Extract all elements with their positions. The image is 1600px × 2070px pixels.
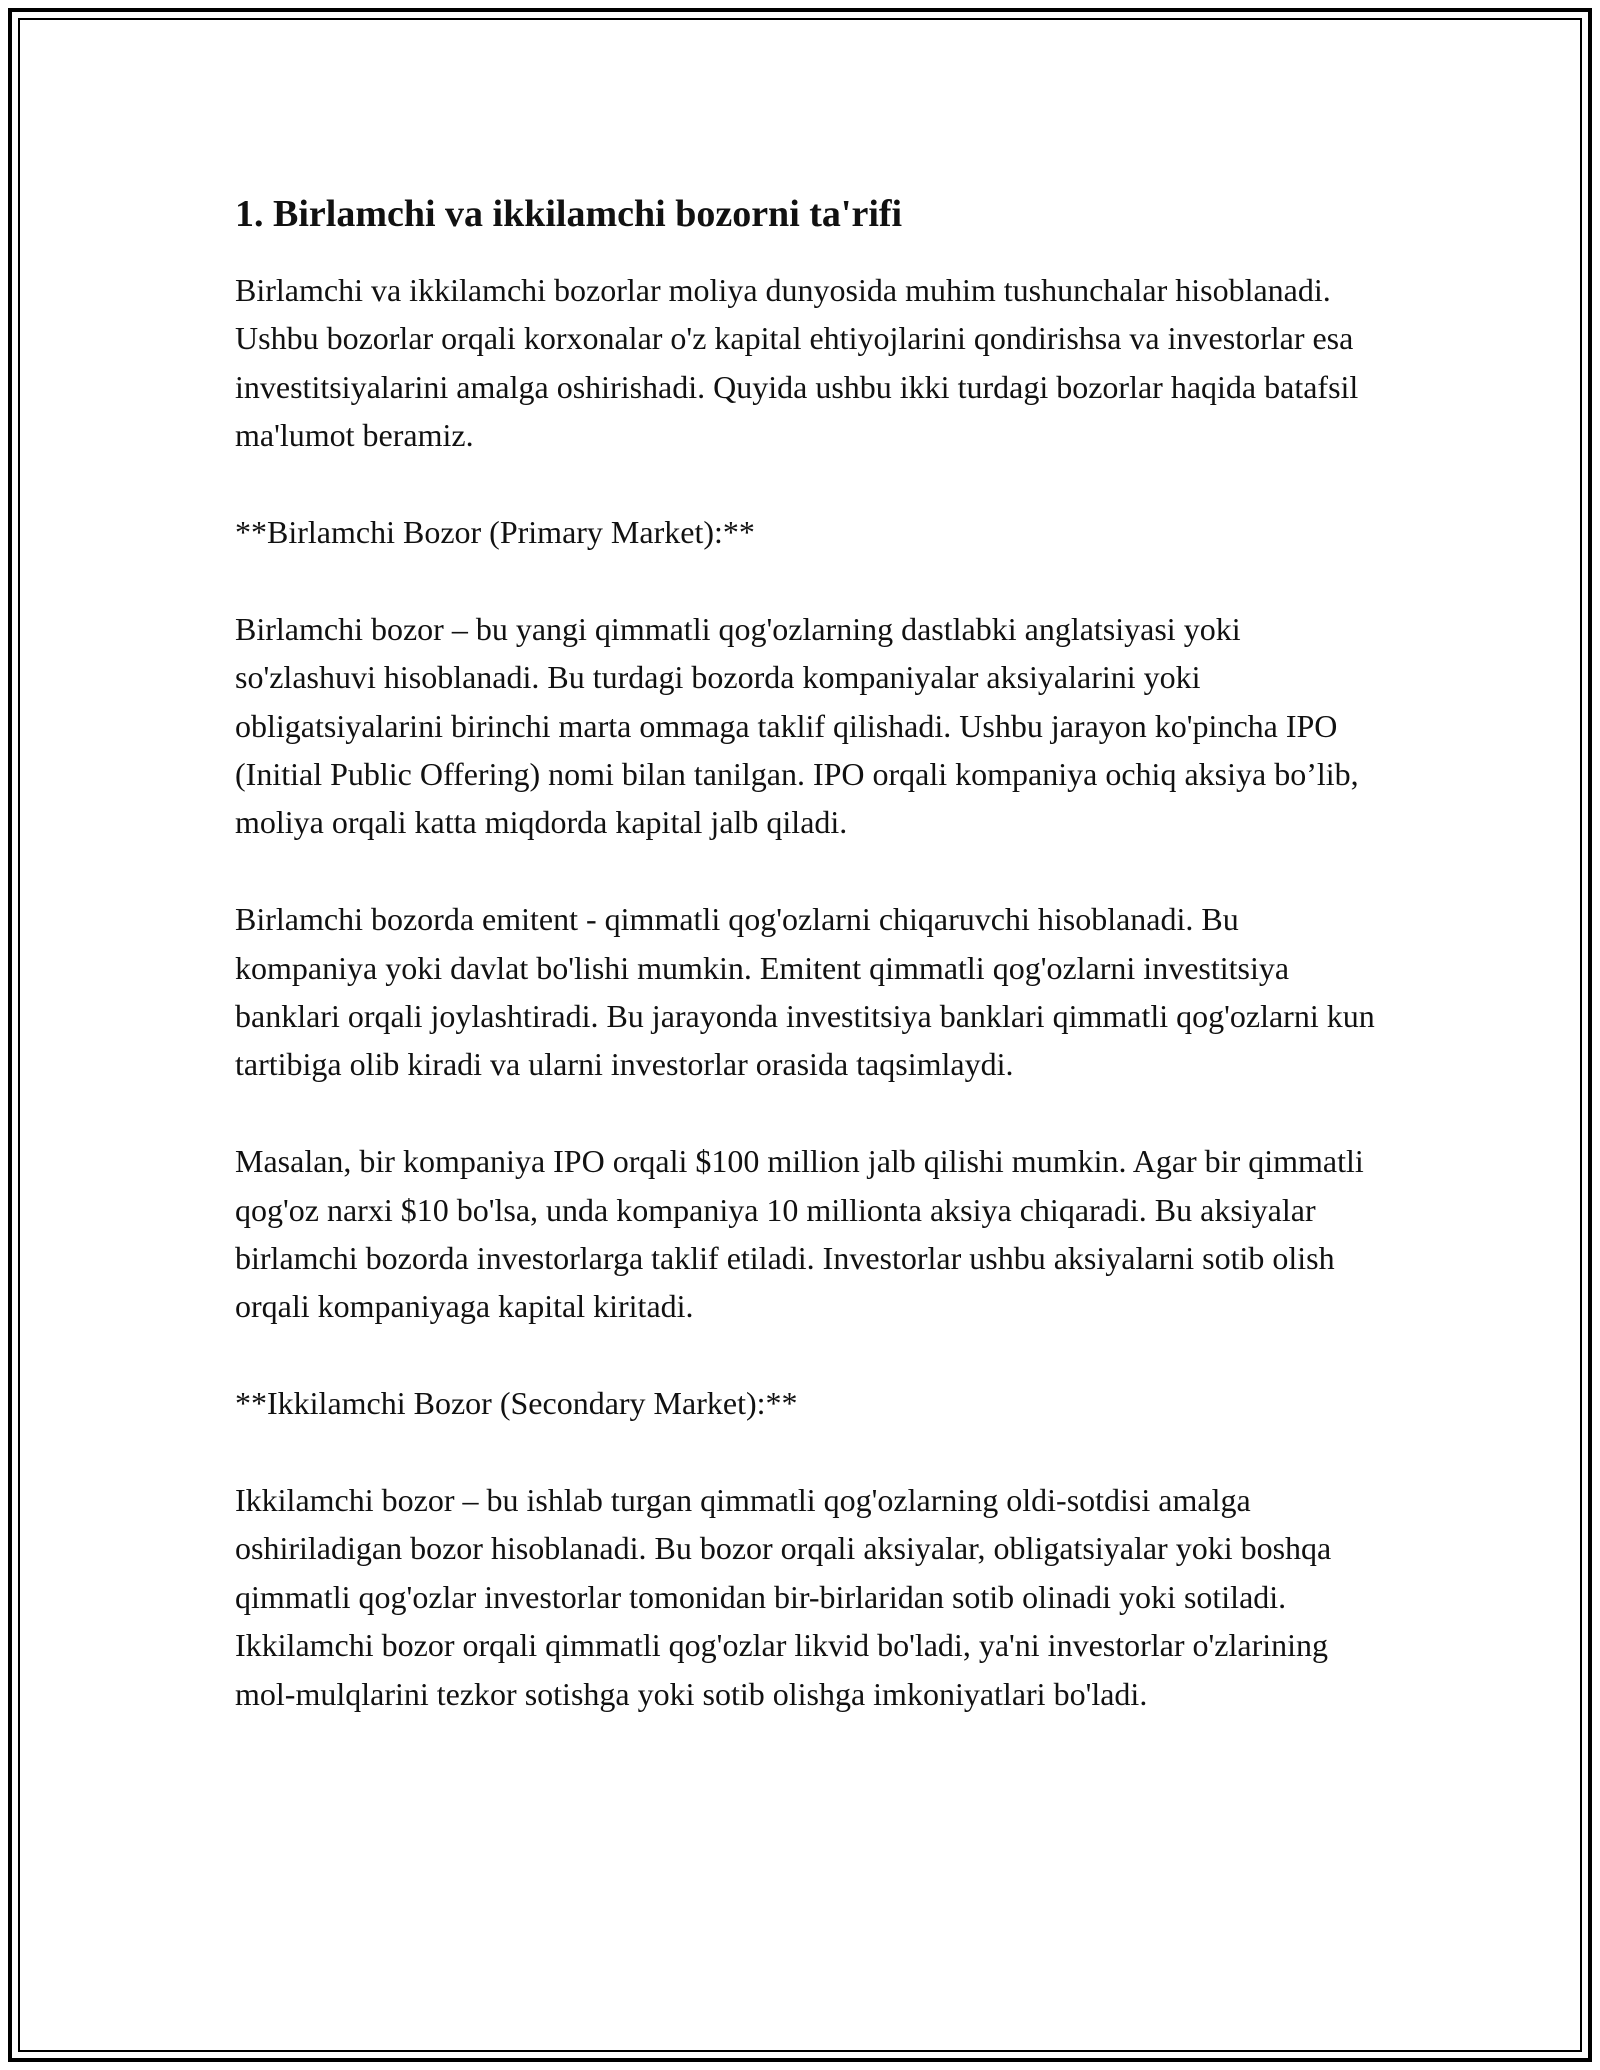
example-paragraph: Masalan, bir kompaniya IPO orqali $100 million jalb qilishi mumkin. Agar bir qimmatli qog'oz narxi $10 bo'lsa, unda kompaniya 10 millionta aksiya chiqaradi. Bu aksiyalar birlamchi bozorda investorlarga taklif etiladi. Investorlar ushbu aksiyalarni sotib olish orqali kompaniyaga kapital kiritadi. (235, 1143, 1364, 1325)
intro-paragraph: Birlamchi va ikkilamchi bozorlar moliya dunyosida muhim tushunchalar hisoblanadi. Ushbu bozorlar orqali korxonalar o'z kapital ehtiyojlarini qondirishsa va investorlar esa investitsiyalarini amalga oshirishadi. Quyida ushbu ikki turdagi bozorlar haqida batafsil ma'lumot beramiz. (235, 272, 1359, 454)
secondary-market-definition-paragraph: Ikkilamchi bozor – bu ishlab turgan qimmatli qog'ozlarning oldi-sotdisi amalga oshiriladigan bozor hisoblanadi. Bu bozor orqali aksiyalar, obligatsiyalar yoki boshqa qimmatli qog'ozlar investorlar tomonidan bir-birlaridan sotib olinadi yoki sotiladi. Ikkilamchi bozor orqali qimmatli qog'ozlar likvid bo'ladi, ya'ni investorlar o'zlarining mol-mulqlarini tezkor sotishga yoki sotib olishga imkoniyatlari bo'ladi. (235, 1482, 1332, 1712)
primary-market-subheading: **Birlamchi Bozor (Primary Market):** (235, 514, 755, 551)
document-body (235, 190, 1375, 1766)
primary-market-definition-paragraph: Birlamchi bozor – bu yangi qimmatli qog'ozlarning dastlabki anglatsiyasi yoki so'zlashuvi hisoblanadi. Bu turdagi bozorda kompaniyalar aksiyalarini yoki obligatsiyalarini birinchi marta ommaga taklif qilishadi. Ushbu jarayon ko'pincha IPO (Initial Public Offering) nomi bilan tanilgan. IPO orqali kompaniya ochiq aksiya bo’lib, moliya orqali katta miqdorda kapital jalb qiladi. (235, 610, 1359, 841)
secondary-market-subheading: **Ikkilamchi Bozor (Secondary Market):** (235, 1385, 798, 1422)
issuer-paragraph: Birlamchi bozorda emitent - qimmatli qog'ozlarni chiqaruvchi hisoblanadi. Bu kompaniya yoki davlat bo'lishi mumkin. Emitent qimmatli qog'ozlarni investitsiya banklari orqali joylashtiradi. Bu jarayonda investitsiya banklari qimmatli qog'ozlarni kun tartibiga olib kiradi va ularni investorlar orasida taqsimlaydi. (235, 901, 1375, 1083)
section-heading: 1. Birlamchi va ikkilamchi bozorni ta'rifi (235, 193, 903, 235)
